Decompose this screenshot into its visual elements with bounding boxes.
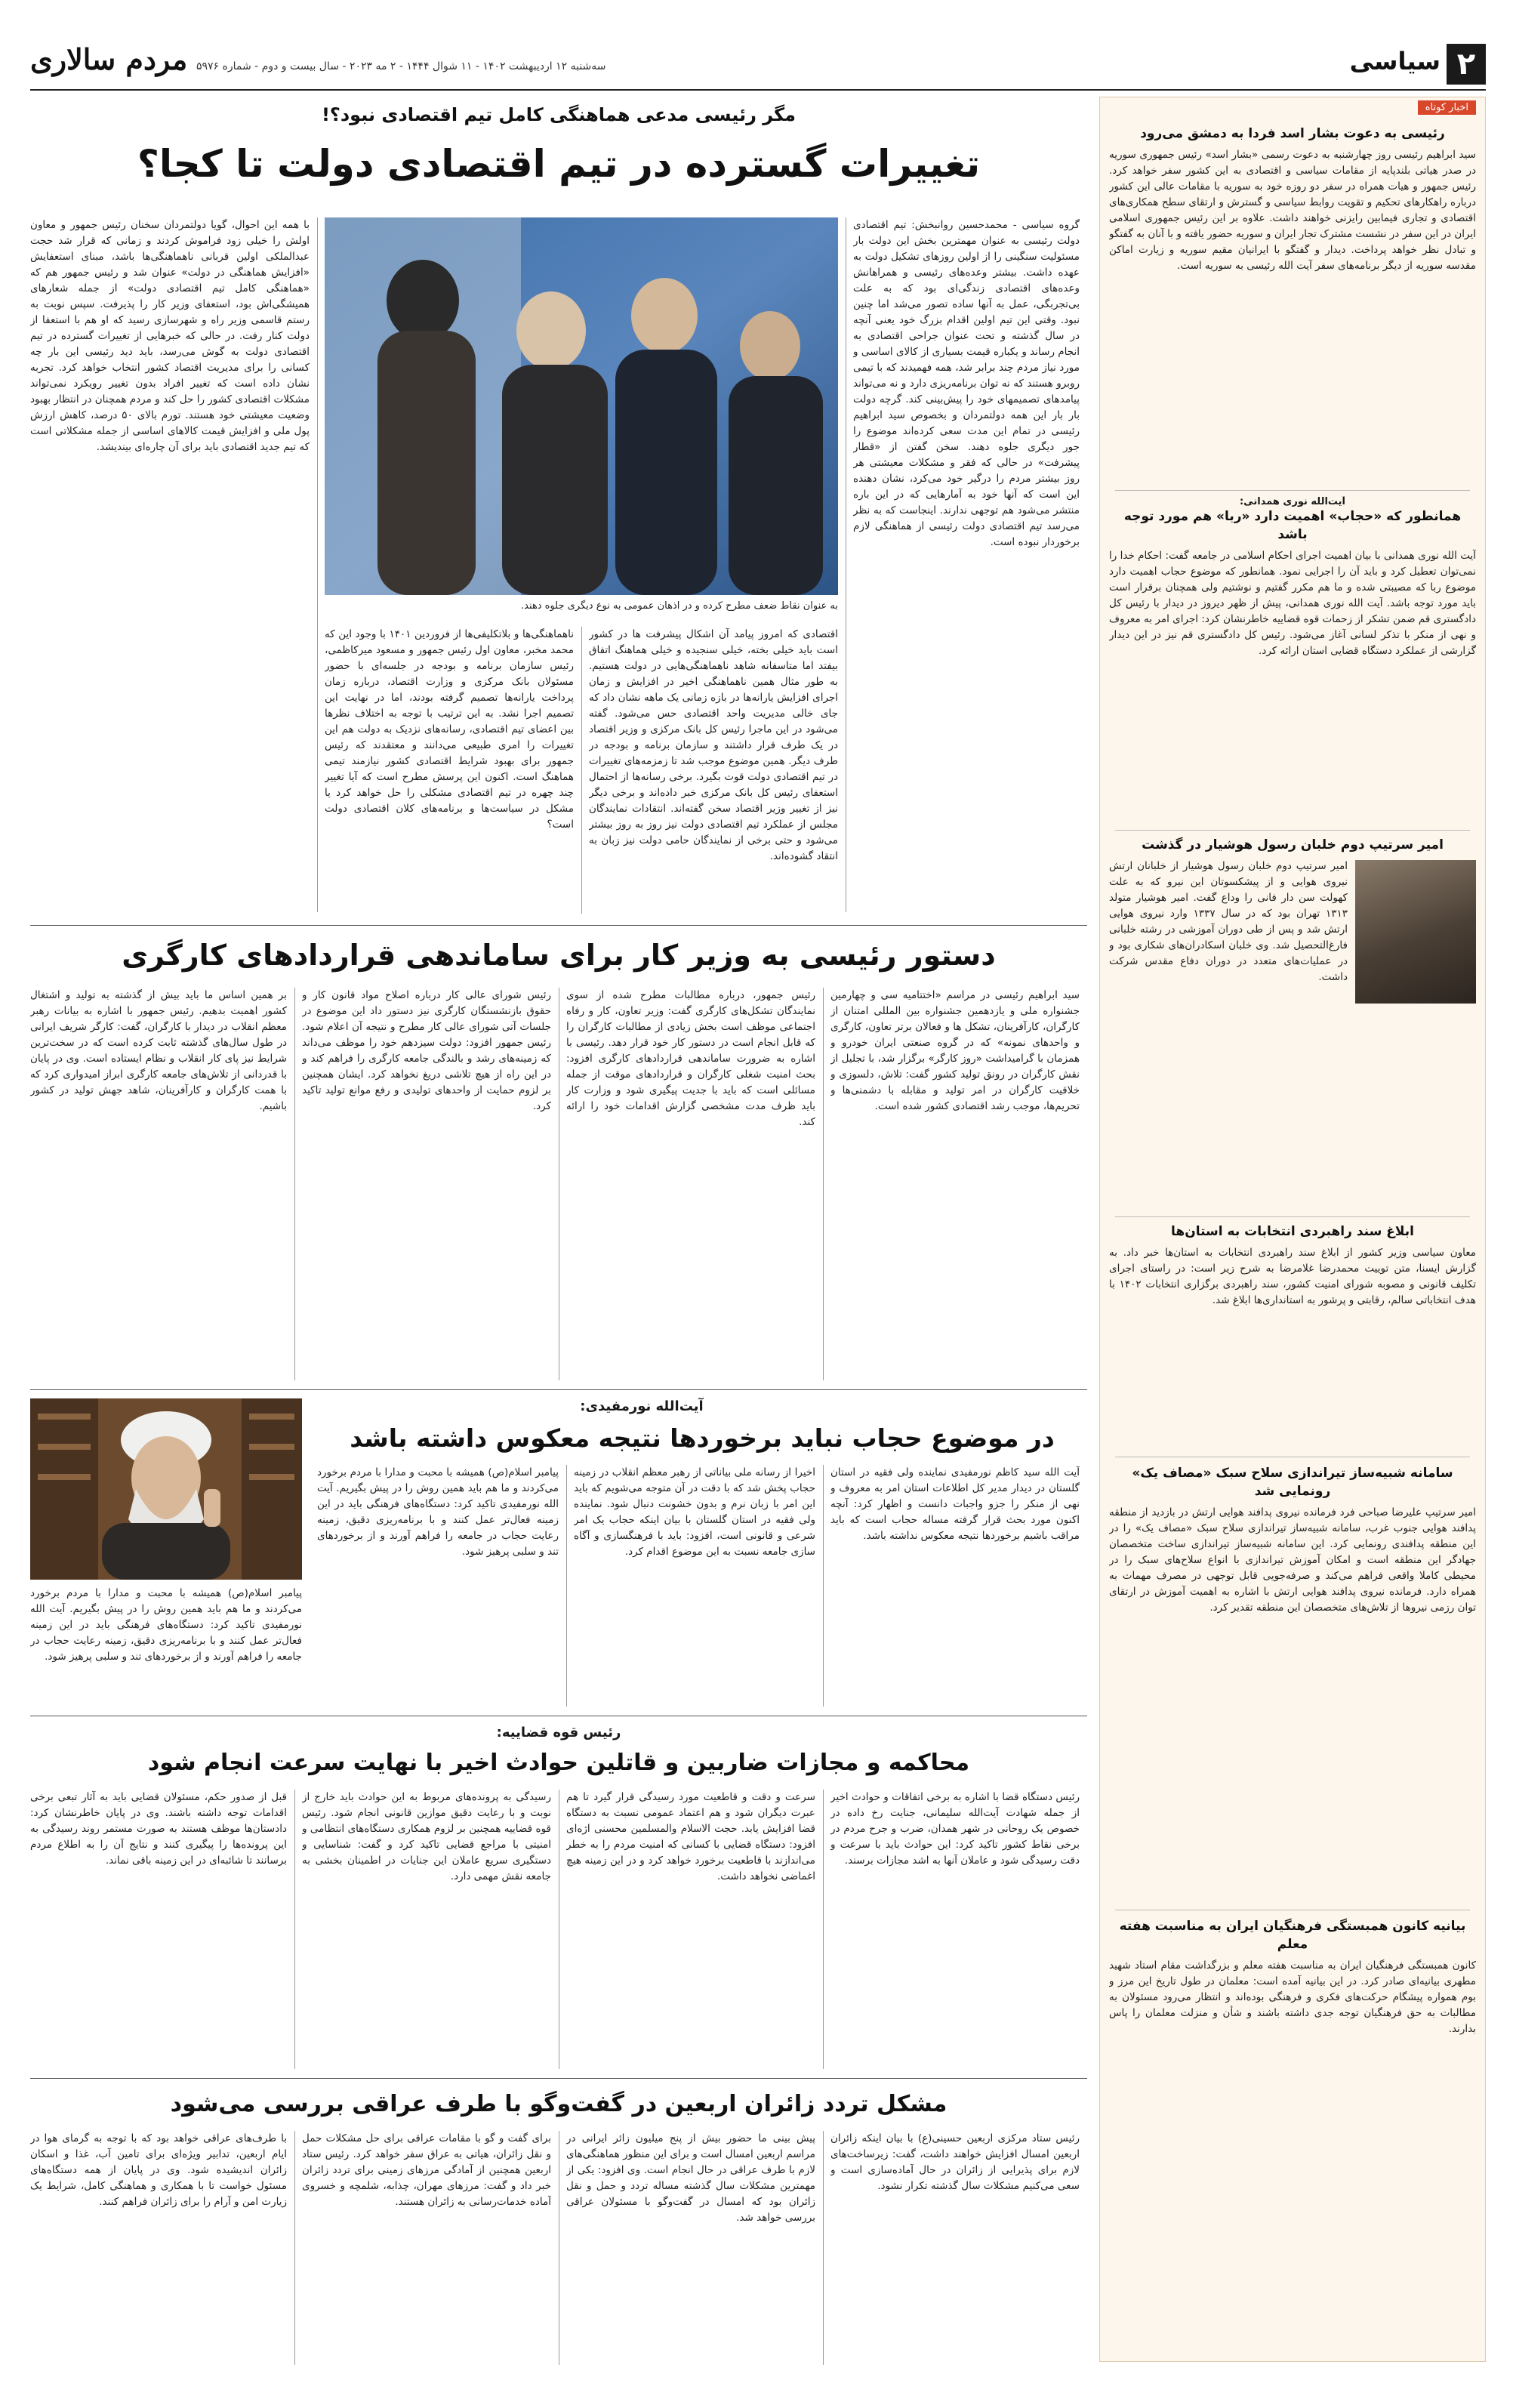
cleric-portrait-image	[30, 1398, 302, 1580]
brief-body: سید ابراهیم رئیسی روز چهارشنبه به دعوت رسمی «بشار اسد» رئیس جمهوری سوریه در صدر هیاتی بلندپایه از مقامات سیاسی و اقتصادی به این کشور سفر خواهد کرد. رئیس جمهور و هیات همراه در سفر دو روزه خود به سوریه با مقامات عالی این کشور درباره راهکارهای تحکیم و تقویت روابط سیاسی و گسترش و ارتقای سطح همکاری‌های اقتصادی و تجاری فیمابین رایزنی خواهند داشت. علاوه بر این رئیس جمهوری اسلامی ایران در این سفر در نشست مشترک تجار ایران و سوریه حضور یافته و با آنان به گفتگو و تبادل نظر خواهد پرداخت. دیدار و گفتگو با ایرانیان مقیم سوریه و زیارت اماکن مقدسه سوریه از دیگر برنامه‌های سفر آیت الله رئیسی به سوریه است.	[1109, 149, 1476, 272]
lead-photo-caption: به عنوان نقاط ضعف مطرح کرده و در اذهان عمومی به نوع دیگری جلوه دهند.	[521, 600, 838, 612]
section-rule	[30, 1389, 1087, 1390]
article-headline: دستور رئیسی به وزیر کار برای ساماندهی قراردادهای کارگری	[122, 939, 996, 972]
article-kicker: رئیس قوه قضاییه:	[496, 1725, 621, 1740]
masthead	[0, 0, 1516, 94]
brief-item	[1109, 1464, 1476, 1887]
column-rule	[317, 217, 318, 912]
section-rule	[30, 2078, 1087, 2079]
paper-name: مردم سالاری	[30, 42, 188, 76]
brief-divider	[1115, 830, 1470, 831]
masthead-rule	[30, 89, 1486, 91]
lead-column: اقتصادی که امروز پیامد آن اشکال پیشرفت ها در کشور است باید خیلی بخته، خیلی سنجیده و خیلی هماهنگ اتفاق بیفتد اما متاسفانه شاهد ناهماهنگی‌هایی در دولت هستیم. به طور مثال همین ناهماهنگی اخیر در افزایش و زمان اجرای افزایش یارانه‌ها در بازه زمانی یک ماهه نشان داد که جای خالی مدیریت واحد اقتصادی حس می‌شود. گفته می‌شود در این ماجرا رئیس کل بانک مرکزی و وزیر اقتصاد در یک طرف قرار داشتند و سازمان برنامه و بودجه در طرف دیگر. همین موضوع موجب شد تا زمزمه‌های تغییرات در تیم اقتصادی دولت قوت بگیرد. برخی رسانه‌ها از احتمال استعفای رئیس کل بانک مرکزی خبر داده‌اند و برخی دیگر نیز از تغییر وزیر اقتصاد سخن گفته‌اند. انتقادات نمایندگان مجلس از عملکرد تیم اقتصادی دولت نیز روز به روز بیشتر می‌شود و حتی برخی از نمایندگان حامی دولت نیز زبان به انتقاد گشوده‌اند.	[589, 628, 838, 862]
brief-body: امیر سرتیپ دوم خلبان رسول هوشیار از خلبانان ارتش نیروی هوایی و از پیشکسوتان این نیرو که به علت کهولت سن دار فانی را وداع گفت. امیر هوشیار متولد ۱۳۱۳ تهران بود که در سال ۱۳۳۷ وارد نیروی هوایی ارتش شد و پس از طی دوران آموزشی در رشته خلبانی فارغ‌التحصیل شد. وی خلبان اسکادران‌های شکاری بود و در عملیات‌های متعدد در دوران دفاع مقدس شرکت داشت.	[1109, 860, 1348, 983]
news-briefs-sidebar	[1099, 97, 1486, 2362]
column-rule	[566, 1465, 567, 1707]
brief-item	[1109, 836, 1476, 1213]
article-headline: مشکل تردد زائران اربعین در گفت‌وگو با طرف عراقی بررسی می‌شود	[170, 2091, 948, 2117]
article-column: رسیدگی به پرونده‌های مربوط به این حوادث باید خارج از نوبت و با رعایت دقیق موازین قانونی انجام شود. رئیس قوه قضاییه همچنین بر لزوم همکاری دستگاه‌های انتظامی و امنیتی با مراجع قضایی تاکید کرد و گفت: شناسایی و دستگیری سریع عاملان این جنایات در اطمینان بخشی به جامعه نقش مهمی دارد.	[302, 1791, 551, 1882]
section-rule	[30, 925, 1087, 926]
article-column: اخیرا از رسانه ملی بیاناتی از رهبر معظم انقلاب در زمینه حجاب پخش شد که با دقت در آن متوجه می‌شویم که باید این امر با زبان نرم و بدون خشونت دنبال شود. نماینده ولی فقیه در استان گلستان با بیان اینکه حجاب یک امر شرعی و قانونی است، افزود: باید با فرهنگسازی و آگاه سازی جامعه نسبت به این موضوع اقدام کرد.	[574, 1466, 815, 1558]
article-column: قبل از صدور حکم، مسئولان قضایی باید به آثار تبعی برخی اقدامات توجه داشته باشند. وی در پایان خاطرنشان کرد: دادستان‌ها موظف هستند به صورت مستمر روند رسیدگی به این پرونده‌ها را پیگیری کنند و نتایج آن را به اطلاع مردم برسانند تا شائبه‌ای در این زمینه باقی نماند.	[30, 1791, 287, 1867]
article-column: رئیس شورای عالی کار درباره اصلاح مواد قانون کار و حقوق بازنشستگان کارگری نیز دستور داد این موضوع در جلسات آتی شورای عالی کار مطرح و نتیجه آن اعلام شود. رئیس جمهور افزود: دولت سیزدهم خود را موظف می‌داند که زمینه‌های رشد و بالندگی جامعه کارگری را فراهم کند و در این راه از هیچ تلاشی دریغ نخواهد کرد. ایشان همچنین بر لزوم حمایت از واحدهای تولیدی و رفع موانع تولید تاکید کرد.	[302, 989, 551, 1112]
brief-title: امیر سرتیپ دوم خلبان رسول هوشیار در گذشت	[1142, 837, 1444, 853]
brief-body: معاون سیاسی وزیر کشور از ابلاغ سند راهبردی انتخابات به استان‌ها خبر داد. به گزارش ایسنا، متن توییت محمدرضا غلامرضا به شرح زیر است: در راستای اجرای تکلیف قانونی و مصوبه شورای امنیت کشور، سند راهبردی برگزاری انتخابات ۱۴۰۲ با هدف انتخاباتی سالم، رقابتی و پرشور به استانداری‌ها ابلاغ شد.	[1109, 1247, 1476, 1306]
brief-title: همانطور که «حجاب» اهمیت دارد «ربا» هم مورد توجه باشد	[1123, 509, 1462, 542]
brief-item	[1109, 1917, 1476, 2355]
article-column: پیامبر اسلام(ص) همیشه با محبت و مدارا با مردم برخورد می‌کردند و ما هم باید همین روش را در پیش بگیریم. آیت الله نورمفیدی تاکید کرد: دستگاه‌های فرهنگی باید در این زمینه فعال‌تر عمل کنند و با برنامه‌ریزی دقیق، زمینه رعایت حجاب در جامعه را فراهم آورند و از برخوردهای تند و سلبی پرهیز شود.	[317, 1466, 559, 1558]
brief-title: بیانیه کانون همبستگی فرهنگیان ایران به مناسبت هفته معلم	[1119, 1919, 1466, 1952]
lead-column: با همه این احوال، گویا دولتمردان سخنان رئیس جمهور و معاون اولش را خیلی زود فراموش کردند و زمانی که قرار شد حجت عبدالملکی اولین قربانی ناهماهنگی‌ها باشد، مبنای استعفایش «افزایش هماهنگی در دولت» عنوان شد و رئیس جمهور هم که «هماهنگی کامل تیم اقتصادی دولت» از جمله شعارهای همیشگی‌اش بود، استعفای وزیر کار را پذیرفت. سپس نوبت به رستم قاسمی وزیر راه و شهرسازی رسید که او هم با استعفا از دولت کنار رفت. در حالی که خبرهایی از تغییرات گسترده در تیم اقتصادی دولت به گوش می‌رسد، باید دید رئیسی این بار چه کسانی را برای مدیریت اقتصاد کشور انتخاب خواهد کرد. تجربه نشان داده است که تغییر افراد بدون تغییر رویکرد نمی‌تواند مشکلات اقتصادی کشور را حل کند و مردم همچنان در انتظار بهبود وضعیت معیشتی خود هستند. تورم بالای ۵۰ درصد، کاهش ارزش پول ملی و افزایش قیمت کالاهای اساسی از جمله مشکلاتی است که تیم جدید اقتصادی باید برای آن چاره‌ای بیندیشد.	[30, 219, 310, 453]
brief-title: ابلاغ سند راهبردی انتخابات به استان‌ها	[1171, 1224, 1414, 1239]
article-column-text: پیامبر اسلام(ص) همیشه با محبت و مدارا با مردم برخورد می‌کردند و ما هم باید همین روش را در پیش بگیریم. آیت الله نورمفیدی تاکید کرد: دستگاه‌های فرهنگی باید در این زمینه فعال‌تر عمل کنند و با برنامه‌ریزی دقیق، زمینه رعایت حجاب در جامعه را فراهم آورند و از برخوردهای تند و سلبی پرهیز شود.	[30, 1587, 302, 1663]
article-headline: در موضوع حجاب نباید برخوردها نتیجه معکوس داشته باشد	[350, 1423, 1055, 1453]
page-number: ۲	[1456, 47, 1476, 82]
column-rule	[823, 1790, 824, 2069]
article-column: رئیس دستگاه قضا با اشاره به برخی اتفاقات و حوادث اخیر از جمله شهادت آیت‌الله سلیمانی، جنایت رخ داده در خصوص یک روحانی در شهر همدان، ضرب و جرح مردم در برخی نقاط کشور تاکید کرد: این حوادث باید با سرعت و دقت رسیدگی شود و عاملان آنها به اشد مجازات برسند.	[830, 1791, 1080, 1867]
section-name: سیاسی	[1349, 47, 1441, 76]
brief-item	[1109, 125, 1476, 487]
lead-kicker: مگر رئیسی مدعی هماهنگی کامل تیم اقتصادی نبود؟!	[321, 104, 796, 125]
article-headline: محاکمه و مجازات ضاربین و قاتلین حوادث اخیر با نهایت سرعت انجام شود	[147, 1750, 970, 1776]
brief-item	[1109, 1222, 1476, 1449]
sidebar-tag: اخبار کوتاه	[1418, 100, 1476, 115]
brief-body: امیر سرتیپ علیرضا صباحی فرد فرمانده نیروی پدافند هوایی ارتش در بازدید از منطقه پدافند هوایی جنوب غرب، سامانه شبیه‌ساز تیراندازی سلاح سبک «مصاف یک» را در این منطقه پدافندی رونمایی کرد. این سامانه شبیه‌ساز تیراندازی ساخت متخصصان جهادگر این منطقه است و امکان آموزش تیراندازی با انواع سلاح‌های سبک را در محیطی کاملا واقعی فراهم می‌کند و صرفه‌جویی قابل توجهی در مصرف مهمات به همراه دارد. فرمانده نیروی پدافند هوایی ارتش با اشاره به اهمیت آموزش در ارتقای توان رزمی نیروها از تلاش‌های متخصصان این منطقه تقدیر کرد.	[1109, 1506, 1476, 1614]
pilot-portrait	[1355, 860, 1476, 1004]
article-kicker: آیت‌الله نورمفیدی:	[580, 1398, 704, 1414]
column-rule	[294, 988, 295, 1380]
page-number-box	[1447, 44, 1486, 85]
article-column: با طرف‌های عراقی خواهد بود که با توجه به گرمای هوا در ایام اربعین، تدابیر ویژه‌ای برای تامین آب، غذا و اسکان زائران اندیشیده شود. وی در پایان از همه دستگاه‌های مسئول خواست تا با همکاری و هماهنگی کامل، شرایط یک زیارت امن و آرام را برای زائران فراهم کنند.	[30, 2132, 287, 2208]
article-column: برای گفت و گو با مقامات عراقی برای حل مشکلات حمل و نقل زائران، هیاتی به عراق سفر خواهد کرد. رئیس ستاد اربعین همچنین از آمادگی مرزهای زمینی برای تردد زائران خبر داد و گفت: مرزهای مهران، چذابه، شلمچه و خسروی آماده خدمات‌رسانی به زائران هستند.	[302, 2132, 551, 2208]
lead-column: گروه سیاسی - محمدحسین روانبخش: تیم اقتصادی دولت رئیسی به عنوان مهمترین بخش این دولت بار مسئولیت سنگینی را از اولین روزهای تشکیل دولت به عهده داشت. بیشتر وعده‌های رئیسی و همراهانش وعده‌های اقتصادی زندگی‌ای بود که به علت بی‌تجربگی، عمل به آنها ساده تصور می‌شد اما چنین نبود. وقتی این تیم اولین اقدام بزرگ خود یعنی آنچه در سال گذشته و تحت عنوان جراحی اقتصادی به انجام رساند و یکباره قیمت بسیاری از کالای اساسی و مورد نیاز مردم چند برابر شد، همه فهمیدند که با تیمی روبرو هستند که نه توان برنامه‌ریزی دارد و نه می‌تواند پیامدهای تصمیمهای خود را پیش‌بینی کند. گرچه دولت بار بار این همه دولتمردان و بخصوص سید ابراهیم رئیسی در تمام این مدت سعی کرده‌اند موضوع را جور دیگری جلوه دهند. سخن گفتن از «قطار پیشرفت» در حالی که فقر و مشکلات معیشتی هر روز بیشتر مردم را درگیر خود می‌کرد، نشان دهنده این است که آنها خود به آمارهایی که در این باره منتشر می‌شود هم توجهی ندارند. اینجاست که به نظر می‌رسد تیم اقتصادی دولت رئیسی از هماهنگی لازم برخوردار نبوده است.	[853, 219, 1080, 548]
brief-body: آیت الله نوری همدانی با بیان اهمیت اجرای احکام اسلامی در جامعه گفت: احکام خدا را نمی‌توان تعطیل کرد و باید آن را اجرایی نمود. همانطور که موضوع حجاب اهمیت دارد موضوع ربا که مصیبتی شده و ما هم مکرر گفتیم و نوشتیم ولی همچنان برقرار است باید مورد توجه باشد. آیت الله نوری همدانی، پیش از ظهر دیروز در دیدار با رئیس کل دادگستری قم ضمن تشکر از زحمات قوه قضاییه خاطرنشان کرد: اجرای امر به معروف و نهی از منکر با تذکر لسانی آغاز می‌شود. رئیس کل دادگستری قم نیز در این دیدار گزارشی از عملکرد دستگاه قضایی استان ارائه کرد.	[1109, 550, 1476, 657]
article-column	[30, 1586, 302, 1707]
column-rule	[294, 2131, 295, 2365]
brief-kicker: آیت‌الله نوری همدانی:	[1239, 496, 1346, 507]
officials-meeting-image	[325, 217, 838, 595]
brief-divider	[1115, 490, 1470, 491]
lead-photo	[325, 217, 838, 595]
column-rule	[823, 2131, 824, 2365]
article-column: رئیس جمهور، درباره مطالبات مطرح شده از سوی نمایندگان تشکل‌های کارگری گفت: وزیر تعاون، کار و رفاه اجتماعی موظف است بخش زیادی از مطالبات کارگران را که قابل انجام است در دستور کار خود قرار دهد. رئیسی با اشاره به ضرورت ساماندهی قراردادهای کارگری افزود: بحث امنیت شغلی کارگران و قراردادهای موقت از جمله مسائلی است که باید با جدیت پیگیری شود و وزارت کار باید ظرف مدت مشخصی گزارش اقدامات خود را ارائه کند.	[566, 989, 815, 1128]
article-column: آیت الله سید کاظم نورمفیدی نماینده ولی فقیه در استان گلستان در دیدار مدیر کل اطلاعات استان امر به معروف و نهی از منکر را جزو واجبات دانست و اظهار کرد: آنچه اکنون مورد بحث قرار گرفته مساله حجاب است که باید مراقب باشیم برخوردها نتیجه معکوس نداشته باشد.	[830, 1466, 1080, 1542]
column-rule	[294, 1790, 295, 2069]
lead-headline: تغییرات گسترده در تیم اقتصادی دولت تا کجا؟	[137, 142, 981, 186]
brief-item	[1109, 496, 1476, 828]
article-column: رئیس ستاد مرکزی اربعین حسینی(ع) با بیان اینکه زائران اربعین امسال افزایش خواهند داشت، گفت: زیرساخت‌های لازم برای پذیرایی از زائران در حال آماده‌سازی است و سعی می‌کنیم مشکلات سال گذشته تکرار نشود.	[830, 2132, 1080, 2192]
column-rule	[823, 988, 824, 1380]
brief-divider	[1115, 1216, 1470, 1217]
cleric-portrait	[30, 1398, 302, 1580]
article-column: پیش بینی ما حضور بیش از پنج میلیون زائر ایرانی در مراسم اربعین امسال است و برای این منظور هماهنگی‌های لازم با طرف عراقی در حال انجام است. وی افزود: یکی از مهمترین مشکلات سال گذشته مساله تردد و حمل و نقل زائران بود که امسال در گفت‌وگو با مسئولان عراقی بررسی خواهد شد.	[566, 2132, 815, 2224]
article-column: سید ابراهیم رئیسی در مراسم «اختتامیه سی و چهارمین جشنواره ملی و یازدهمین جشنواره بین المللی امتنان از کارگران، کارآفرینان، تشکل ها و فعالان برتر تعاون، کارگری و واحدهای نمونه» که در گروه صنعتی ایران خودرو و همزمان با گرامیداشت «روز کارگر» برگزار شد، با تجلیل از نقش کارگران در رونق تولید کشور گفت: تلاش، دلسوزی و خلاقیت کارگران در امر تولید و مقابله با دشمنی‌ها و تحریم‌ها، موجب رشد اقتصادی کشور شده است.	[830, 989, 1080, 1112]
lead-column: ناهماهنگی‌ها و بلاتکلیفی‌ها از فروردین ۱۴۰۱ با وجود این که محمد مخبر، معاون اول رئیس جمهور و مسعود میرکاظمی، رئیس سازمان برنامه و بودجه در جلسه‌ای با حضور مسئولان بانک مرکزی و وزارت اقتصاد، درباره زمان پرداخت یارانه‌ها تصمیم گرفته بودند، اما در نهایت این تصمیم اجرا نشد. به این ترتیب با توجه به اختلاف نظرها بین اعضای تیم اقتصادی، رسانه‌های نزدیک به دولت هم این تغییرات را امری طبیعی می‌دانند و معتقدند که رئیس جمهور برای بهبود شرایط اقتصادی کشور نیازمند تیمی هماهنگ است. اکنون این پرسش مطرح است که آیا تغییر چند چهره در تیم اقتصادی مشکلی را حل خواهد کرد یا مشکل در سیاست‌ها و برنامه‌های کلان اقتصادی دولت است؟	[325, 628, 574, 831]
brief-body: کانون همبستگی فرهنگیان ایران به مناسبت هفته معلم و بزرگداشت مقام استاد شهید مطهری بیانیه‌ای صادر کرد. در این بیانیه آمده است: معلمان در طول تاریخ این مرز و بوم همواره پیشگام حرکت‌های فکری و فرهنگی بوده‌اند و انتظار می‌رود مسئولان به مطالبات به حق فرهنگیان توجه جدی داشته باشند و شأن و منزلت معلمان را پاس بدارند.	[1109, 1959, 1476, 2035]
brief-title: سامانه شبیه‌ساز تیراندازی سلاح سبک «مصاف یک» رونمایی شد	[1132, 1466, 1453, 1499]
column-rule	[823, 1465, 824, 1707]
brief-title: رئیسی به دعوت بشار اسد فردا به دمشق می‌رود	[1140, 126, 1445, 141]
article-column: سرعت و دقت و قاطعیت مورد رسیدگی قرار گیرد تا هم عبرت دیگران شود و هم اعتماد عمومی نسبت به دستگاه قضا افزایش یابد. حجت الاسلام والمسلمین محسنی اژه‌ای افزود: دستگاه قضایی با کسانی که امنیت مردم را به خطر می‌اندازند با قاطعیت برخورد خواهد کرد و در این زمینه هیچ اغماضی نخواهد داشت.	[566, 1791, 815, 1882]
article-column: بر همین اساس ما باید بیش از گذشته به تولید و اشتغال کشور اهمیت بدهیم. رئیس جمهور با اشاره به بیانات رهبر معظم انقلاب در دیدار با کارگران، گفت: کارگر شریف ایرانی در طول سال‌های گذشته ثابت کرده است که در سخت‌ترین شرایط نیز پای کار انقلاب و نظام ایستاده است. وی در پایان با قدردانی از تلاش‌های جامعه کارگری ابراز امیدواری کرد که با همت کارگران و کارآفرینان، شاهد جهش تولید در کشور باشیم.	[30, 989, 287, 1112]
column-rule	[581, 627, 582, 914]
dateline: سه‌شنبه ۱۲ اردیبهشت ۱۴۰۲ - ۱۱ شوال ۱۴۴۴ - ۲ مه ۲۰۲۳ - سال بیست و دوم - شماره ۵۹۷۶	[196, 60, 606, 72]
